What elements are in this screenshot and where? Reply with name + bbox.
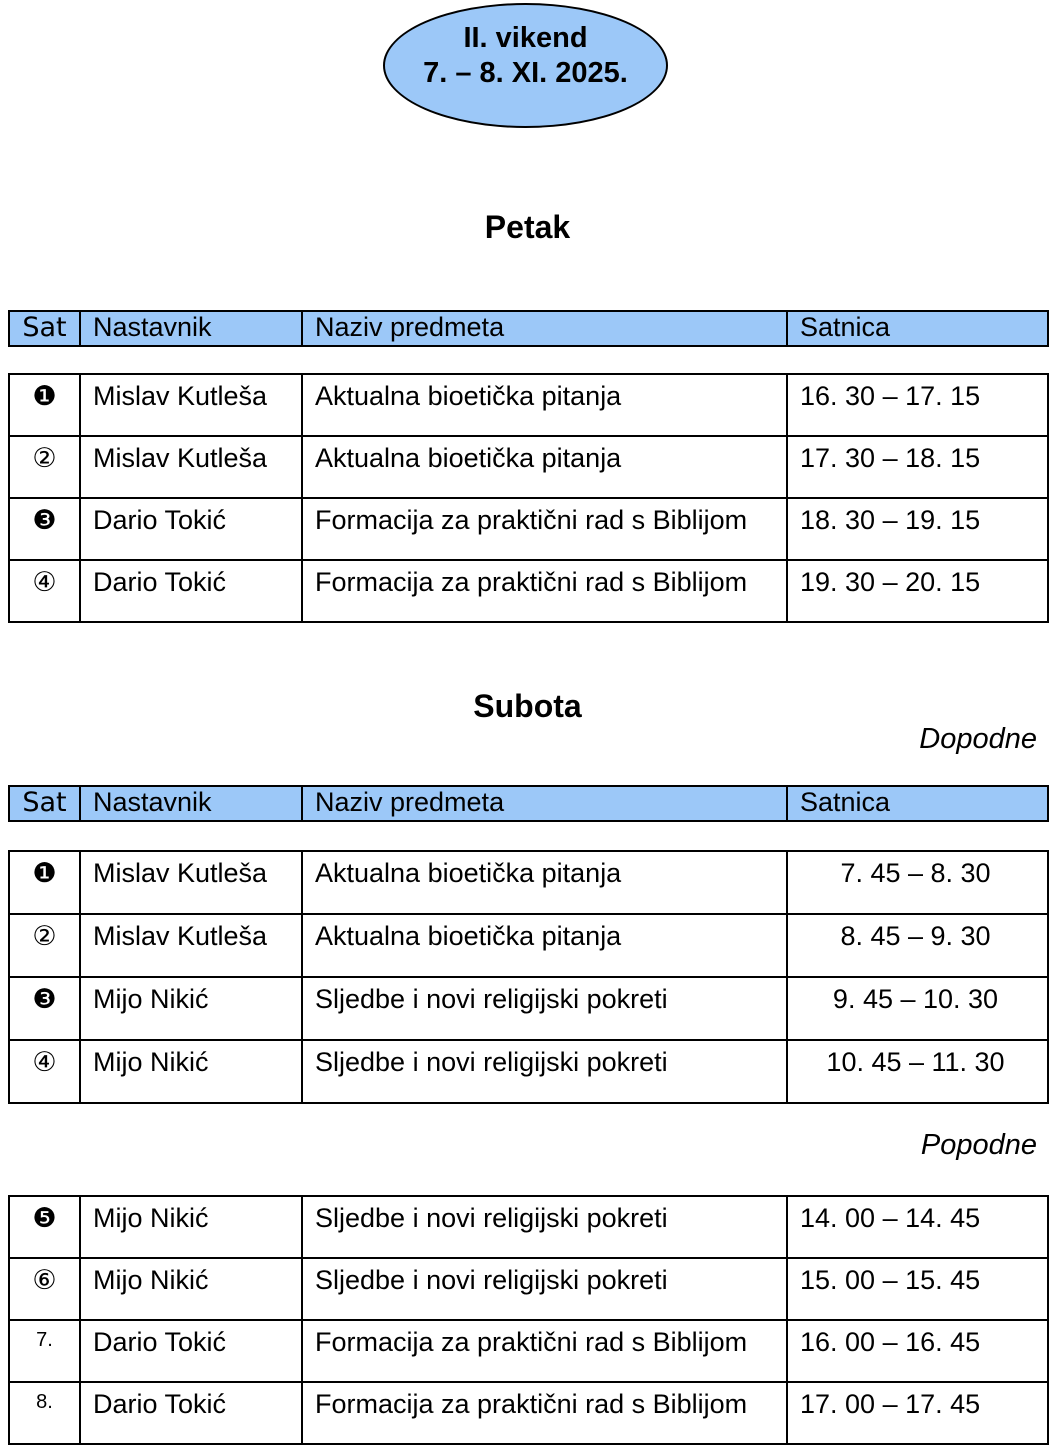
friday-header-row [9, 311, 1048, 346]
saturday-afternoon-table [8, 1195, 1049, 1445]
time-range: 17. 00 – 17. 45 [787, 1382, 1048, 1444]
teacher-name: Dario Tokić [80, 498, 302, 560]
saturday-header-row [9, 786, 1048, 821]
lesson-number: ② [9, 914, 80, 977]
lesson-number: ② [9, 436, 80, 498]
time-range: 19. 30 – 20. 15 [787, 560, 1048, 622]
subject-name: Formacija za praktični rad s Biblijom [302, 1320, 787, 1382]
badge-line2: 7. – 8. XI. 2025. [423, 57, 628, 89]
subject-name: Aktualna bioetička pitanja [302, 914, 787, 977]
time-range: 15. 00 – 15. 45 [787, 1258, 1048, 1320]
subject-name: Formacija za praktični rad s Biblijom [302, 498, 787, 560]
col-header-subject: Naziv predmeta [302, 311, 787, 346]
subject-name: Aktualna bioetička pitanja [302, 436, 787, 498]
time-range: 8. 45 – 9. 30 [787, 914, 1048, 977]
table-row [9, 977, 1048, 1040]
time-range: 16. 00 – 16. 45 [787, 1320, 1048, 1382]
col-header-sat: Sat [9, 786, 80, 821]
lesson-number: ④ [9, 560, 80, 622]
teacher-name: Mijo Nikić [80, 1196, 302, 1258]
time-range: 9. 45 – 10. 30 [787, 977, 1048, 1040]
saturday-morning-table [8, 850, 1049, 1104]
lesson-number: 7. [9, 1320, 80, 1382]
col-header-teacher: Nastavnik [80, 311, 302, 346]
teacher-name: Dario Tokić [80, 1382, 302, 1444]
table-row [9, 1382, 1048, 1444]
subject-name: Sljedbe i novi religijski pokreti [302, 1258, 787, 1320]
lesson-number: ❸ [9, 498, 80, 560]
time-range: 17. 30 – 18. 15 [787, 436, 1048, 498]
teacher-name: Mijo Nikić [80, 977, 302, 1040]
col-header-teacher: Nastavnik [80, 786, 302, 821]
subject-name: Aktualna bioetička pitanja [302, 851, 787, 914]
col-header-time: Satnica [787, 311, 1048, 346]
col-header-sat: Sat [9, 311, 80, 346]
teacher-name: Mislav Kutleša [80, 436, 302, 498]
subject-name: Formacija za praktični rad s Biblijom [302, 1382, 787, 1444]
weekend-badge [383, 3, 668, 128]
label-afternoon: Popodne [920, 1129, 1037, 1161]
lesson-number: ❶ [9, 374, 80, 436]
subject-name: Formacija za praktični rad s Biblijom [302, 560, 787, 622]
label-morning: Dopodne [919, 723, 1037, 755]
teacher-name: Mislav Kutleša [80, 374, 302, 436]
time-range: 14. 00 – 14. 45 [787, 1196, 1048, 1258]
subject-name: Sljedbe i novi religijski pokreti [302, 977, 787, 1040]
teacher-name: Mislav Kutleša [80, 851, 302, 914]
lesson-number: 8. [9, 1382, 80, 1444]
table-row [9, 560, 1048, 622]
subject-name: Sljedbe i novi religijski pokreti [302, 1040, 787, 1103]
table-row [9, 436, 1048, 498]
subject-name: Aktualna bioetička pitanja [302, 374, 787, 436]
time-range: 10. 45 – 11. 30 [787, 1040, 1048, 1103]
time-range: 16. 30 – 17. 15 [787, 374, 1048, 436]
teacher-name: Dario Tokić [80, 1320, 302, 1382]
table-row [9, 914, 1048, 977]
col-header-time: Satnica [787, 786, 1048, 821]
teacher-name: Mislav Kutleša [80, 914, 302, 977]
time-range: 7. 45 – 8. 30 [787, 851, 1048, 914]
lesson-number: ❺ [9, 1196, 80, 1258]
heading-saturday: Subota [473, 688, 582, 724]
table-row [9, 1040, 1048, 1103]
table-row [9, 1258, 1048, 1320]
table-row [9, 1196, 1048, 1258]
lesson-number: ④ [9, 1040, 80, 1103]
lesson-number: ❶ [9, 851, 80, 914]
table-row [9, 851, 1048, 914]
lesson-number: ❸ [9, 977, 80, 1040]
table-row [9, 498, 1048, 560]
lesson-number: ⑥ [9, 1258, 80, 1320]
friday-table [8, 373, 1049, 623]
teacher-name: Dario Tokić [80, 560, 302, 622]
heading-friday: Petak [484, 209, 571, 245]
subject-name: Sljedbe i novi religijski pokreti [302, 1196, 787, 1258]
teacher-name: Mijo Nikić [80, 1040, 302, 1103]
col-header-subject: Naziv predmeta [302, 786, 787, 821]
badge-line1: II. vikend [463, 22, 588, 54]
saturday-header-table [8, 785, 1049, 822]
teacher-name: Mijo Nikić [80, 1258, 302, 1320]
friday-header-table [8, 310, 1049, 347]
table-row [9, 374, 1048, 436]
table-row [9, 1320, 1048, 1382]
time-range: 18. 30 – 19. 15 [787, 498, 1048, 560]
